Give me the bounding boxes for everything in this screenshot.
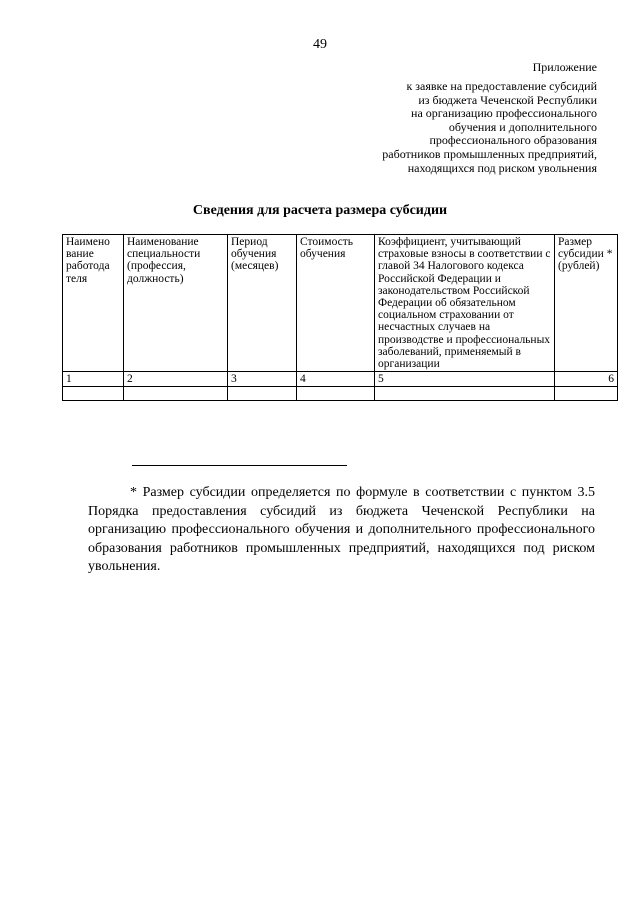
appendix-line: обучения и дополнительного <box>448 119 597 134</box>
appendix-text <box>297 80 597 175</box>
table-row <box>63 372 618 387</box>
table-cell <box>63 387 124 401</box>
appendix-line: к заявке на предоставление субсидий <box>406 79 597 93</box>
column-number: 5 <box>375 372 555 387</box>
appendix-title: Приложение <box>532 60 597 74</box>
column-number: 3 <box>228 372 297 387</box>
appendix-line: профессионального образования <box>429 133 597 148</box>
table-cell <box>555 387 618 401</box>
document-title: Сведения для расчета размера субсидии <box>192 203 448 218</box>
appendix-line: из бюджета Чеченской Республики <box>418 92 597 107</box>
appendix-line: работников промышленных предприятий, <box>382 146 597 161</box>
header-specialty: Наименование специальности (профессия, должность) <box>124 235 228 372</box>
table-cell <box>124 387 228 401</box>
header-employer: Наимено вание работода теля <box>63 235 124 372</box>
subsidy-table <box>62 234 618 401</box>
footnote-text: * Размер субсидии определяется по формуле в соответствии с пунктом 3.5 Порядка предоставления субсидий из бюджета Чеченской Республики на организацию профессионального обучения и дополнительного профессионального образования работников промышленных предприятий, находящихся под риском увольнения. <box>88 485 595 574</box>
column-number: 2 <box>124 372 228 387</box>
table-cell <box>228 387 297 401</box>
column-number: 1 <box>63 372 124 387</box>
header-coefficient: Коэффициент, учитывающий страховые взносы в соответствии с главой 34 Налогового кодекса Российской Федерации и законодательством Российской Федерации об обязательном социальном страховании от несчастных случаев на производстве и профессиональных заболеваний, применяемый в организации <box>375 235 555 372</box>
column-number: 6 <box>555 372 618 387</box>
header-training-cost: Стоимость обучения <box>297 235 375 372</box>
footnote-divider <box>132 465 347 466</box>
column-number: 4 <box>297 372 375 387</box>
page-number: 49 <box>313 37 327 52</box>
table-header-row <box>63 235 618 372</box>
table-cell <box>375 387 555 401</box>
appendix-line: на организацию профессионального <box>411 106 597 121</box>
table-row <box>63 387 618 401</box>
appendix-line: находящихся под риском увольнения <box>407 160 597 175</box>
header-subsidy-amount: Размер субсидии * (рублей) <box>555 235 618 372</box>
table-cell <box>297 387 375 401</box>
header-training-period: Период обучения (месяцев) <box>228 235 297 372</box>
